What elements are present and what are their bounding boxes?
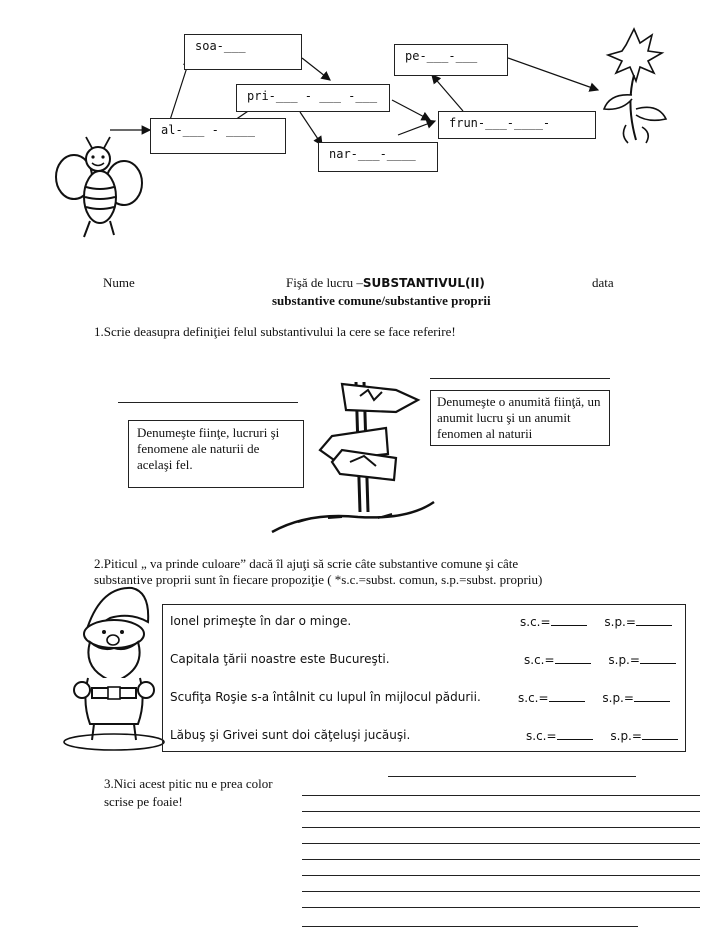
syllable-box-pe[interactable] bbox=[394, 44, 508, 76]
sc-blank[interactable] bbox=[555, 652, 591, 664]
name-label: Nume bbox=[103, 275, 135, 290]
sentence-row-3 bbox=[170, 690, 481, 704]
answer-line-right[interactable] bbox=[430, 378, 610, 379]
sc-label: s.c.= bbox=[518, 691, 549, 705]
syllable-text: soa-___ bbox=[195, 39, 246, 53]
syllable-box-nar[interactable] bbox=[318, 142, 438, 172]
sp-label: s.p.= bbox=[608, 653, 640, 667]
sp-blank[interactable] bbox=[640, 652, 676, 664]
exercise2-instruction-line1: 2.Piticul „ va prinde culoare” dacă îl ajuţi să scrie câte substantive comune şi câte bbox=[94, 556, 519, 571]
writing-line[interactable] bbox=[302, 843, 700, 844]
exercise3-instruction-line2: scrise pe foaie! bbox=[104, 794, 183, 809]
worksheet-title bbox=[286, 275, 485, 291]
sc-blank[interactable] bbox=[549, 690, 585, 702]
syllable-text: al-___ - ____ bbox=[161, 123, 255, 137]
writing-line[interactable] bbox=[302, 827, 700, 828]
sentence-row-1 bbox=[170, 614, 351, 628]
sp-label: s.p.= bbox=[610, 729, 642, 743]
sentence-row-2 bbox=[170, 652, 390, 666]
syllable-text: pe-___-___ bbox=[405, 49, 478, 63]
sc-blank[interactable] bbox=[551, 614, 587, 626]
flower-illustration bbox=[596, 25, 676, 145]
sentence-counts-2[interactable] bbox=[524, 652, 676, 667]
date-label: data bbox=[592, 275, 614, 290]
sentence-text: Ionel primeşte în dar o minge. bbox=[170, 614, 352, 628]
writing-line[interactable] bbox=[302, 811, 700, 812]
sentence-row-4 bbox=[170, 728, 410, 742]
syllable-box-pri[interactable] bbox=[236, 84, 390, 112]
exercise2-instruction-line2: substantive proprii sunt în fiecare propoziţie ( *s.c.=subst. comun, s.p.=subst. propriu) bbox=[94, 572, 543, 587]
sentence-text: Lăbuş şi Grivei sunt doi căţeluşi jucăuşi. bbox=[170, 728, 411, 742]
sc-label: s.c.= bbox=[526, 729, 557, 743]
definition-box-right bbox=[430, 390, 610, 446]
sp-blank[interactable] bbox=[642, 728, 678, 740]
signpost-illustration bbox=[268, 362, 438, 542]
sp-blank[interactable] bbox=[634, 690, 670, 702]
writing-line[interactable] bbox=[302, 875, 700, 876]
syllable-text: nar-___-____ bbox=[329, 147, 416, 161]
sp-blank[interactable] bbox=[636, 614, 672, 626]
writing-line[interactable] bbox=[302, 907, 700, 908]
sc-label: s.c.= bbox=[524, 653, 555, 667]
exercise3-instruction-line1: 3.Nici acest pitic nu e prea color bbox=[104, 776, 273, 791]
writing-line[interactable] bbox=[302, 926, 638, 927]
title-main: SUBSTANTIVUL(II) bbox=[362, 276, 485, 290]
worksheet-subtitle: substantive comune/substantive proprii bbox=[272, 293, 491, 308]
sc-blank[interactable] bbox=[557, 728, 593, 740]
sp-label: s.p.= bbox=[602, 691, 634, 705]
syllable-box-al[interactable] bbox=[150, 118, 286, 154]
bee-illustration bbox=[48, 135, 148, 245]
syllable-text: frun-___-____- bbox=[449, 116, 551, 130]
sc-label: s.c.= bbox=[520, 615, 551, 629]
writing-line[interactable] bbox=[302, 859, 700, 860]
sentence-counts-4[interactable] bbox=[526, 728, 678, 743]
sentence-counts-3[interactable] bbox=[518, 690, 670, 705]
title-prefix: Fişă de lucru – bbox=[286, 275, 363, 290]
sentence-text: Scufiţa Roşie s-a întâlnit cu lupul în mijlocul pădurii. bbox=[170, 690, 481, 704]
exercise1-instruction: 1.Scrie deasupra definiţiei felul substantivului la cere se face referire! bbox=[94, 324, 456, 339]
syllable-text: pri-___ - ___ -___ bbox=[247, 89, 378, 103]
syllable-box-frun[interactable] bbox=[438, 111, 596, 139]
writing-line[interactable] bbox=[388, 776, 636, 777]
writing-line[interactable] bbox=[302, 795, 700, 796]
sp-label: s.p.= bbox=[604, 615, 636, 629]
syllable-box-soa[interactable] bbox=[184, 34, 302, 70]
sentence-text: Capitala ţării noastre este Bucureşti. bbox=[170, 652, 390, 666]
definition-text: Denumeşte o anumită fiinţă, un anumit lucru şi un anumit fenomen al naturii bbox=[437, 394, 601, 441]
writing-line[interactable] bbox=[302, 891, 700, 892]
definition-text: Denumeşte fiinţe, lucruri şi fenomene ale naturii de acelaşi fel. bbox=[137, 425, 280, 472]
sentence-counts-1[interactable] bbox=[520, 614, 672, 629]
gnome-illustration bbox=[60, 582, 170, 752]
